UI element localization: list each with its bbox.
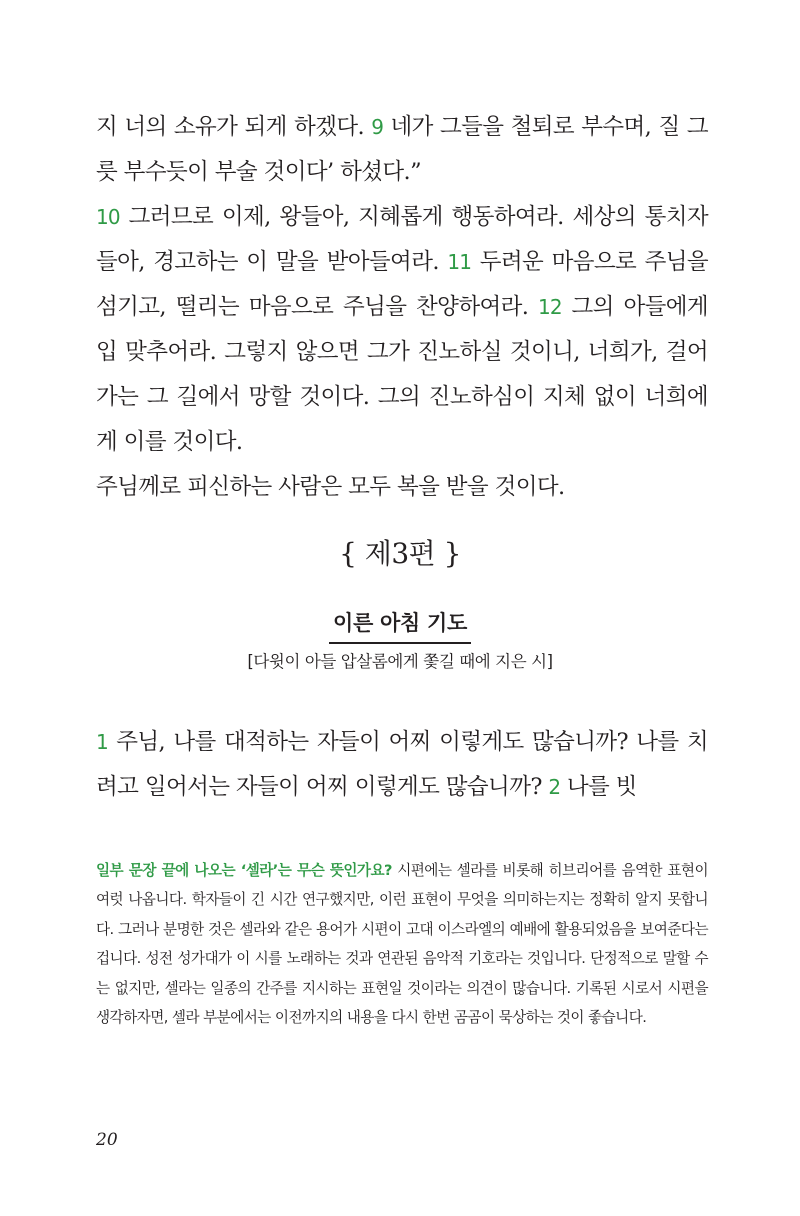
verse-block-top: [96, 105, 708, 510]
note-body: 시편에는 셀라를 비롯해 히브리어를 음역한 표현이 여럿 나옵니다. 학자들이 긴 시간 연구했지만, 이런 표현이 무엇을 의미하는지는 정확히 알지 못합니다. 그러나 분명한 것은 셀라와 같은 용어가 시편이 고대 이스라엘의 예배에 활용되었음을 보여준다는 겁니다. 성전 성가대가 이 시를 노래하는 것과 연관된 음악적 기호라는 것입니다. 단정적으로 말할 수는 없지만, 셀라는 일종의 간주를 지시하는 표현일 것이라는 의견이 많습니다. 기록된 시로서 시편을 생각하자면, 셀라 부분에서는 이전까지의 내용을 다시 한번 곰곰이 묵상하는 것이 좋습니다.: [96, 862, 708, 1027]
verse-number: 10: [96, 205, 120, 229]
verse-number: 9: [371, 115, 384, 139]
note-question: 일부 문장 끝에 나오는 ‘셀라’는 무슨 뜻인가요?: [96, 862, 392, 879]
verse-text: 지 너의 소유가 되게 하겠다.: [96, 114, 372, 140]
verse-text: 주님께로 피신하는 사람은 모두 복을 받을 것이다.: [96, 474, 565, 500]
psalm-title: [0, 607, 800, 644]
verse-number: 12: [537, 295, 562, 319]
verse-text: 두려운 마음으로 주님을 섬기고, 떨리는 마음으로 주님을 찬양하여라.: [96, 249, 708, 320]
page-number: 20: [96, 1130, 118, 1150]
study-note: [96, 856, 708, 1032]
verse-paragraph: [96, 720, 708, 810]
verse-paragraph: [96, 105, 708, 195]
verse-text: 그의 아들에게 입 맞추어라. 그렇지 않으면 그가 진노하실 것이니, 너희가, 걸어가는 그 길에서 망할 것이다. 그의 진노하심이 지체 없이 너희에게 이를 것이다.: [96, 294, 709, 455]
verse-paragraph: [96, 195, 708, 465]
psalm-subtitle: [다윗이 아들 압살롬에게 쫓길 때에 지은 시]: [247, 652, 553, 671]
verse-paragraph: [96, 465, 708, 510]
verse-number: 1: [96, 730, 108, 754]
verse-number: 2: [548, 775, 561, 799]
verse-block-bottom: [96, 720, 708, 810]
verse-text: 네가 그들을 철퇴로 부수며, 질 그릇 부수듯이 부술 것이다’ 하셨다.”: [96, 114, 708, 185]
verse-text: 나를 빗: [560, 774, 637, 800]
verse-number: 11: [447, 250, 472, 274]
psalm-number-heading: { 제3편 }: [339, 537, 461, 570]
verse-text: 그러므로 이제, 왕들아, 지혜롭게 행동하여라. 세상의 통치자들아, 경고하는 이 말을 받아들여라.: [96, 204, 708, 275]
psalm-title-text: 이른 아침 기도: [329, 607, 471, 644]
verse-text: 주님, 나를 대적하는 자들이 어찌 이렇게도 많습니까? 나를 치려고 일어서는 자들이 어찌 이렇게도 많습니까?: [96, 729, 708, 800]
